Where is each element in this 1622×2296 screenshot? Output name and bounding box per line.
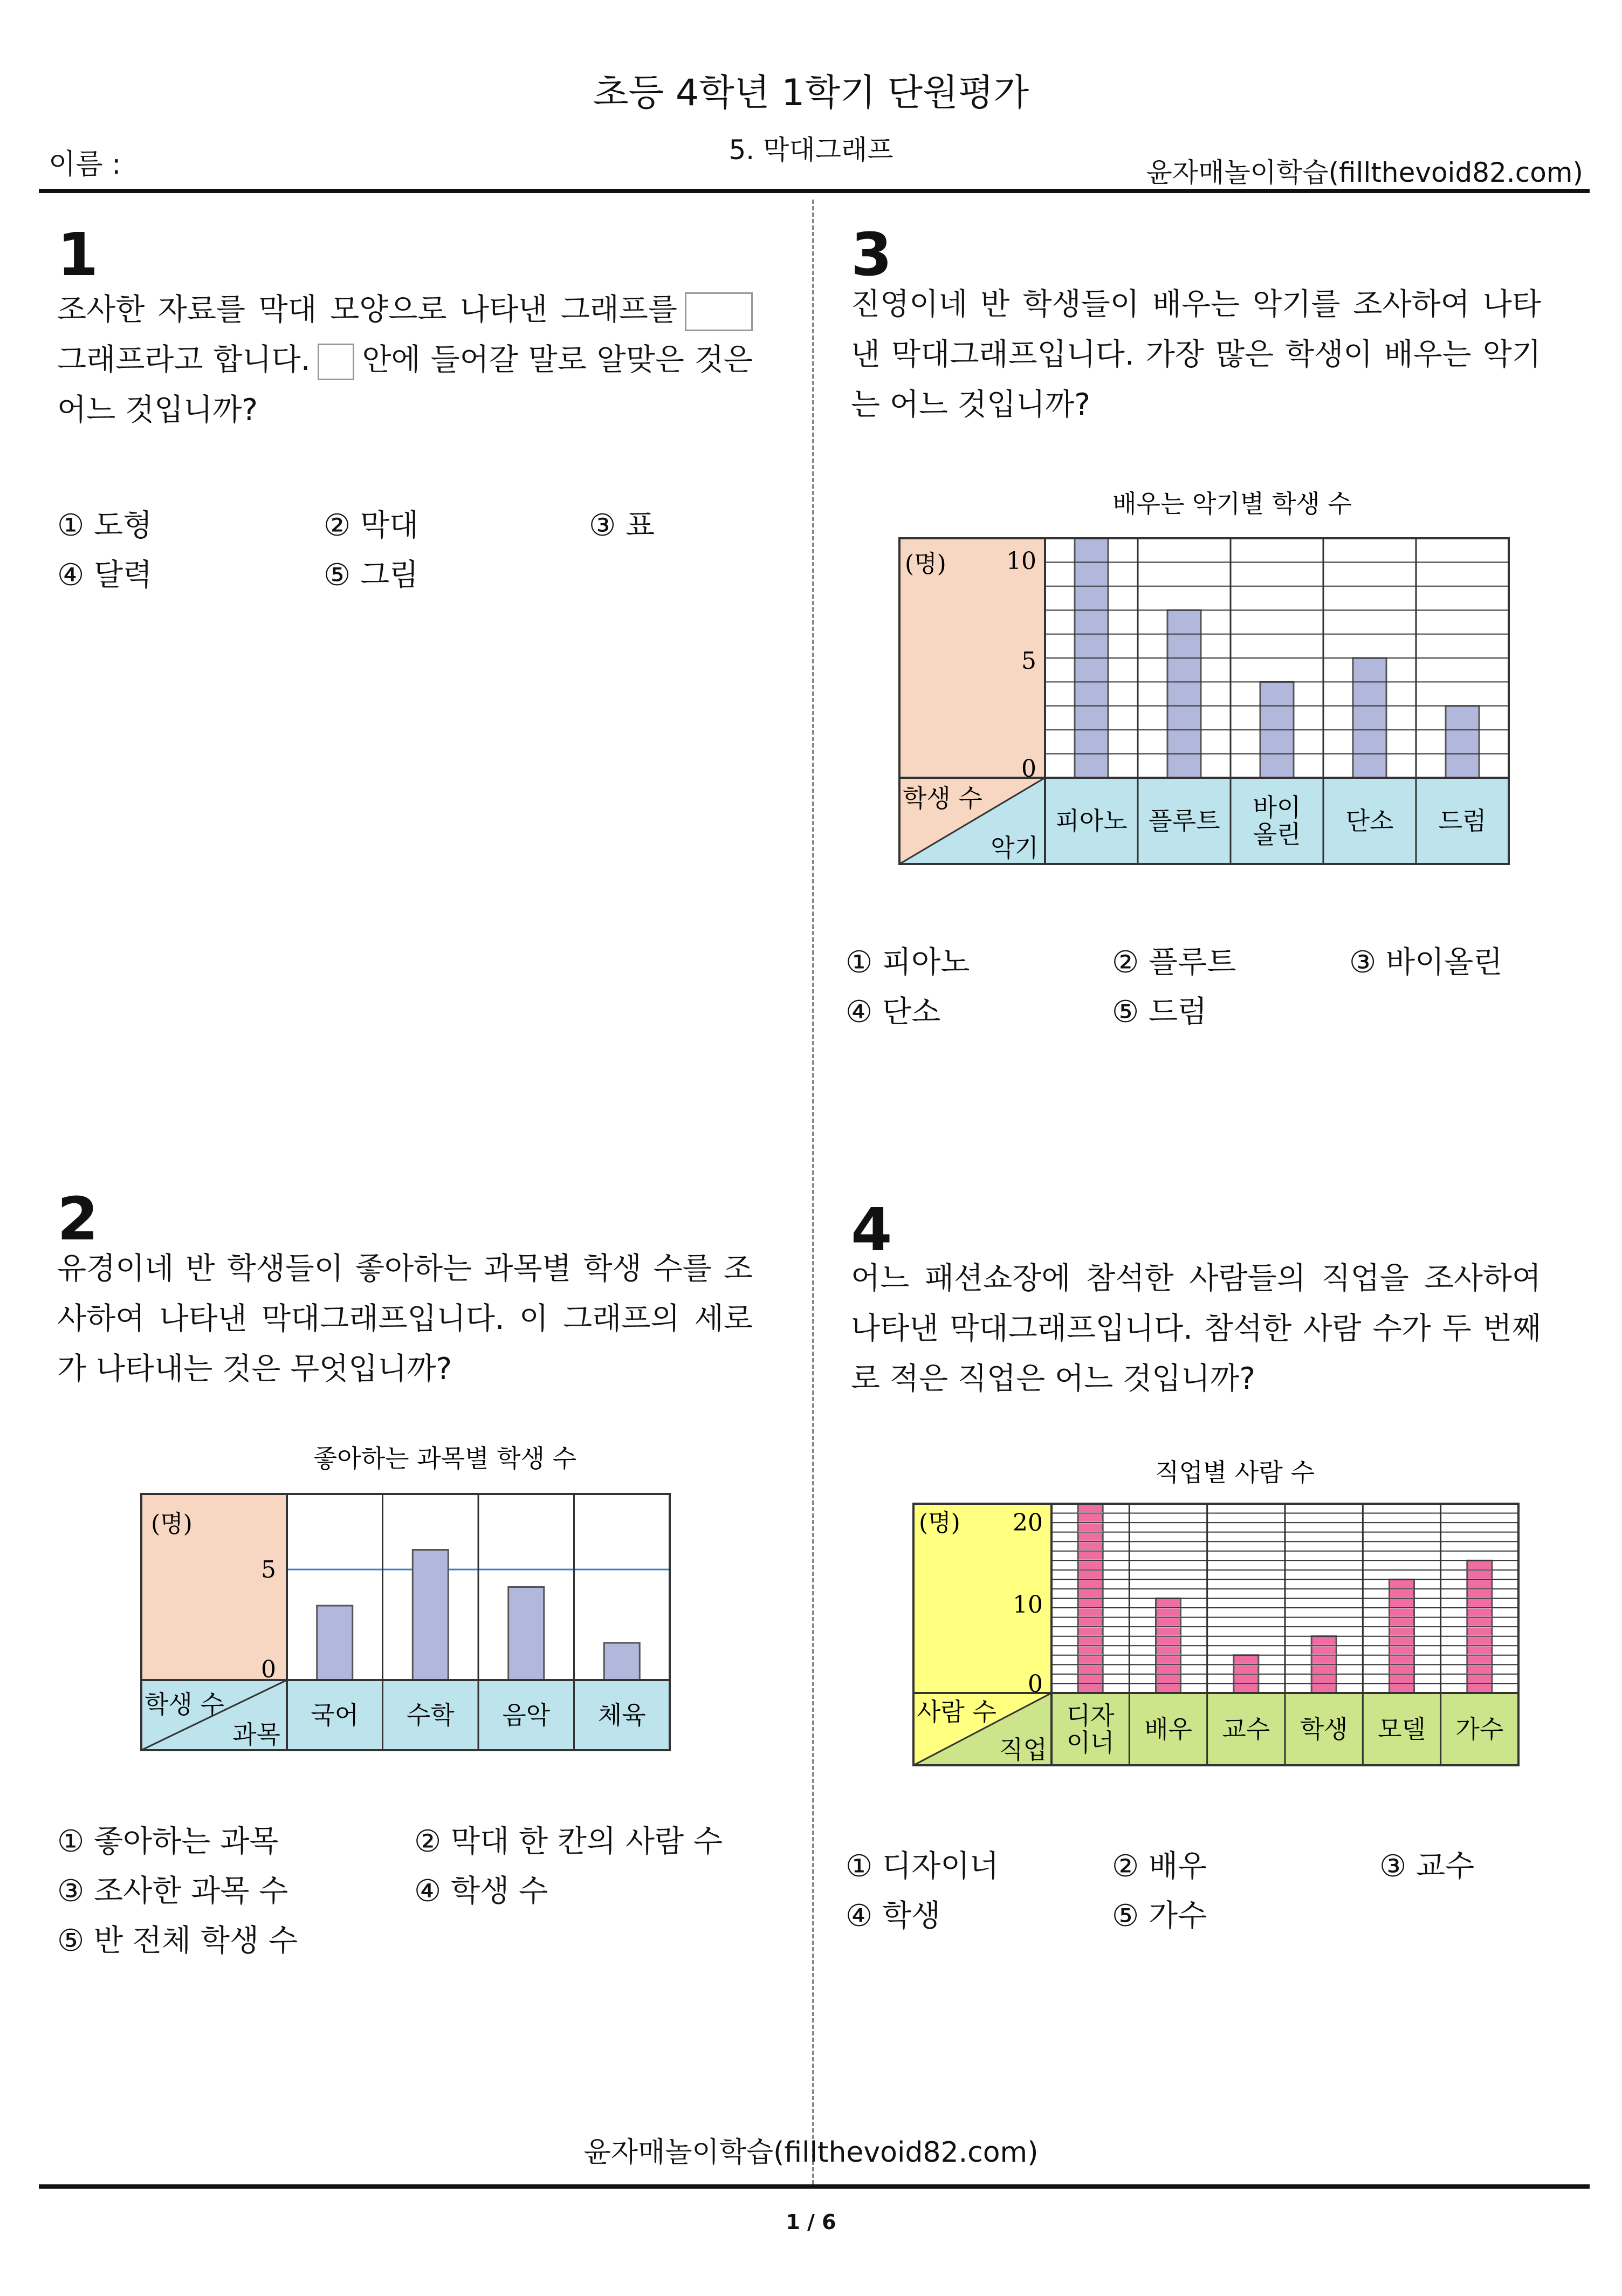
chart-jobs-category-label: 학생 xyxy=(1300,1715,1348,1744)
q4-option-4[interactable]: ④ 학생 xyxy=(846,1899,941,1934)
column-divider xyxy=(812,200,814,2184)
chart-subjects-ytick-0: 0 xyxy=(261,1656,276,1683)
chart-instruments-ytick-10: 10 xyxy=(1006,547,1036,575)
chart-instruments-ytick-0: 0 xyxy=(1021,755,1036,783)
q3-option-3[interactable]: ③ 바이올린 xyxy=(1349,945,1503,980)
chart-instruments-bar xyxy=(1167,610,1201,778)
chart-instruments-ytick-5: 5 xyxy=(1021,647,1036,675)
chart-jobs-ylabel: 사람 수 xyxy=(917,1697,996,1726)
blank-reference-box xyxy=(318,344,354,380)
chart-subjects-category-label: 체육 xyxy=(597,1701,646,1730)
chart-subjects-unit: (명) xyxy=(151,1510,193,1538)
question-3-number: 3 xyxy=(851,220,892,289)
chart-instruments-category-label: 드럼 xyxy=(1438,806,1487,835)
q4-option-3[interactable]: ③ 교수 xyxy=(1379,1849,1475,1884)
q2-option-2[interactable]: ② 막대 한 칸의 사람 수 xyxy=(414,1824,723,1859)
question-2-text: 유경이네 반 학생들이 좋아하는 과목별 학생 수를 조사하여 나타낸 막대그래프입니다. 이 그래프의 세로가 나타내는 것은 무엇입니까? xyxy=(57,1251,753,1387)
footer-rule xyxy=(39,2184,1590,2189)
chart-jobs xyxy=(906,1451,1531,1785)
chart-jobs-ytick-10: 10 xyxy=(1013,1591,1043,1619)
header-rule xyxy=(39,189,1590,193)
chart-jobs-category-label: 가수 xyxy=(1455,1715,1504,1744)
unit-subtitle: 5. 막대그래프 xyxy=(728,134,894,166)
chart-instruments-category-label: 단소 xyxy=(1345,806,1394,835)
chart-instruments-xlabel: 악기 xyxy=(991,833,1039,862)
question-1-text-c: 안에 들어갈 말로 알맞은 것은 어느 것입니까? xyxy=(57,342,753,428)
chart-jobs-category-label: 배우 xyxy=(1144,1715,1192,1744)
chart-instruments-bar xyxy=(1446,706,1479,778)
question-1-text xyxy=(57,285,753,435)
chart-jobs-ytick-0: 0 xyxy=(1028,1670,1043,1698)
answer-blank-box xyxy=(685,292,753,331)
q3-option-5[interactable]: ⑤ 드럼 xyxy=(1112,995,1207,1030)
chart-subjects-category-label: 음악 xyxy=(502,1701,551,1730)
chart-instruments-title: 배우는 악기별 학생 수 xyxy=(1112,489,1352,518)
chart-jobs-xlabel: 직업 xyxy=(999,1735,1047,1764)
chart-jobs-category-label: 이너 xyxy=(1066,1728,1115,1757)
question-4-text: 어느 패션쇼장에 참석한 사람들의 직업을 조사하여 나타낸 막대그래프입니다. 참석한 사람 수가 두 번째로 적은 직업은 어느 것입니까? xyxy=(851,1261,1541,1396)
question-2-number: 2 xyxy=(57,1184,99,1253)
chart-instruments xyxy=(895,480,1521,879)
question-1-text-a: 조사한 자료를 막대 모양으로 나타낸 그래프를 xyxy=(57,292,677,327)
chart-subjects-bar xyxy=(604,1643,640,1680)
chart-jobs-category-label: 디자 xyxy=(1066,1701,1115,1730)
q1-option-2[interactable]: ② 막대 xyxy=(324,508,419,543)
chart-subjects-ytick-5: 5 xyxy=(261,1556,276,1584)
question-3-text: 진영이네 반 학생들이 배우는 악기를 조사하여 나타낸 막대그래프입니다. 가장 많은 학생이 배우는 악기는 어느 것입니까? xyxy=(851,287,1541,422)
chart-subjects-xlabel: 과목 xyxy=(232,1720,280,1749)
q3-option-1[interactable]: ① 피아노 xyxy=(846,945,970,980)
q3-option-2[interactable]: ② 플루트 xyxy=(1112,945,1236,980)
chart-jobs-category-label: 모델 xyxy=(1378,1715,1426,1744)
chart-instruments-category-label: 플루트 xyxy=(1148,806,1220,835)
question-4-number: 4 xyxy=(851,1195,892,1264)
page-title: 초등 4학년 1학기 단원평가 xyxy=(593,72,1029,114)
q4-option-1[interactable]: ① 디자이너 xyxy=(846,1849,999,1884)
page-number: 1 / 6 xyxy=(786,2210,836,2234)
brand-footer: 윤자매놀이학습(fillthevoid82.com) xyxy=(583,2136,1039,2169)
chart-jobs-ytick-20: 20 xyxy=(1013,1509,1043,1537)
q4-option-5[interactable]: ⑤ 가수 xyxy=(1112,1899,1207,1934)
chart-subjects-title: 좋아하는 과목별 학생 수 xyxy=(313,1444,577,1473)
q2-option-3[interactable]: ③ 조사한 과목 수 xyxy=(57,1874,288,1909)
chart-subjects-category-label: 수학 xyxy=(406,1701,455,1730)
chart-jobs-category-label: 교수 xyxy=(1222,1715,1270,1744)
q1-option-4[interactable]: ④ 달력 xyxy=(57,558,153,593)
chart-instruments-category-label: 바이 xyxy=(1253,793,1301,822)
chart-subjects-bar xyxy=(413,1550,448,1681)
chart-subjects-category-label: 국어 xyxy=(311,1701,359,1730)
q2-option-4[interactable]: ④ 학생 수 xyxy=(414,1874,548,1909)
chart-subjects-bar xyxy=(317,1606,353,1680)
chart-jobs-unit: (명) xyxy=(919,1509,960,1537)
name-label: 이름 : xyxy=(49,148,121,181)
chart-jobs-title: 직업별 사람 수 xyxy=(1155,1458,1315,1487)
brand-header: 윤자매놀이학습(fillthevoid82.com) xyxy=(1146,157,1583,188)
q4-option-2[interactable]: ② 배우 xyxy=(1112,1849,1207,1884)
chart-subjects-bar xyxy=(508,1587,544,1681)
question-1-text-b: 그래프라고 합니다. xyxy=(57,342,311,378)
chart-instruments-category-label: 피아노 xyxy=(1055,806,1128,835)
q1-option-3[interactable]: ③ 표 xyxy=(589,508,655,543)
chart-subjects-ylabel: 학생 수 xyxy=(145,1690,224,1719)
q1-option-1[interactable]: ① 도형 xyxy=(57,508,153,543)
q2-option-5[interactable]: ⑤ 반 전체 학생 수 xyxy=(57,1923,298,1958)
chart-instruments-unit: (명) xyxy=(905,550,946,578)
chart-instruments-ylabel: 학생 수 xyxy=(903,784,982,813)
chart-instruments-bar xyxy=(1353,658,1386,778)
q3-option-4[interactable]: ④ 단소 xyxy=(846,995,941,1030)
chart-instruments-category-label: 올린 xyxy=(1253,820,1301,849)
chart-subjects xyxy=(102,1435,712,1758)
q1-option-5[interactable]: ⑤ 그림 xyxy=(324,558,419,593)
question-1-number: 1 xyxy=(57,220,99,289)
q2-option-1[interactable]: ① 좋아하는 과목 xyxy=(57,1824,279,1859)
